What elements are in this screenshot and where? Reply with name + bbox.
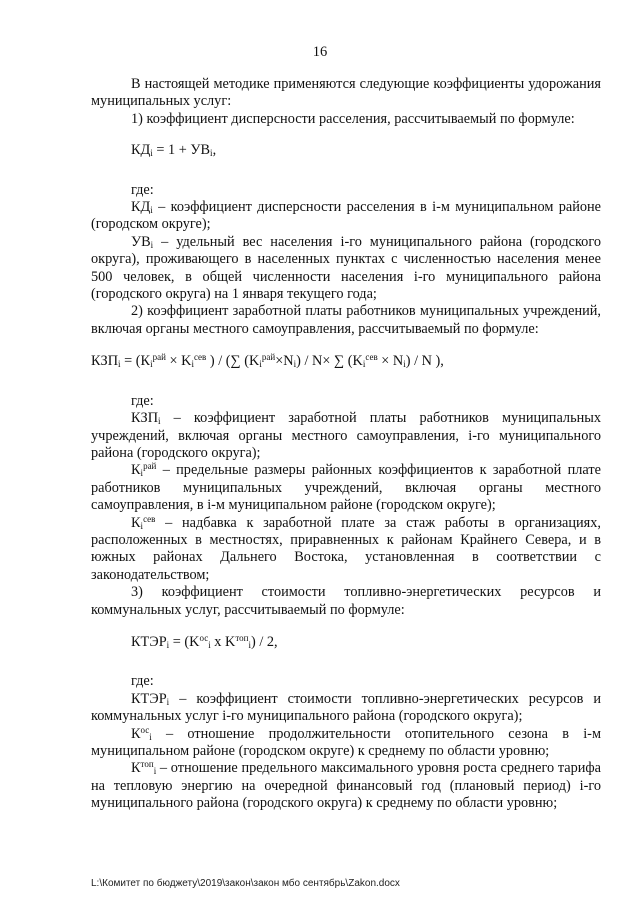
formula-kter: $КТЭР_i = (K^{ос}_i$ x $K^{топ}_i) / 2$, — [131, 632, 278, 650]
formula-kzp: $КЗП_i = (К_i^{рай} \times K_i^{сев}$ ) / (∑ $(K_i^{рай}\times N_i) / N\times$ ∑ $(K_i^{сев} \times N_i) / N$ ), — [91, 352, 444, 370]
formula-kd: $КД_i = 1 + УВ_i$, — [131, 142, 217, 159]
item-3: 3) коэффициент стоимости топливно-энергетических ресурсов и коммунальных услуг, рассчитываемый по формуле: — [91, 584, 601, 618]
page-number: 16 — [312, 44, 328, 60]
intro-paragraph: В настоящей методике применяются следующие коэффициенты удорожания муниципальных услуг: — [91, 76, 601, 110]
definition-k-top: $К^{топ}_i$ – отношение предельного максимального уровня роста среднего тарифа на тепловую энергию на очередной финансовый год (плановый период) i-го муниципального района (городского округа) к среднему по области уровню; — [91, 759, 601, 812]
item-1: 1) коэффициент дисперсности расселения, рассчитываемый по формуле: — [131, 110, 575, 127]
definition-kzp: $КЗП_i$ – коэффициент заработной платы работников муниципальных учреждений, включая органы местного самоуправления, i-го муниципального района (городского округа); — [91, 410, 601, 461]
where-label-3: где: — [131, 673, 154, 690]
file-path-footer: L:\Комитет по бюджету\2019\закон\закон мбо сентябрь\Zakon.docx — [91, 878, 400, 889]
definition-kter: $КТЭР_i$ – коэффициент стоимости топливно-энергетических ресурсов и коммунальных услуг i-го муниципального района (городского округа); — [91, 690, 601, 725]
definition-k-os: $К^{ос}_i$ – отношение продолжительности отопительного сезона в i-м муниципальном районе (городском округе) к среднему по области уровню; — [91, 724, 601, 759]
definition-k-sev: $К_i^{сев}$ – надбавка к заработной плате за стаж работы в организациях, расположенных в местностях, приравненных к районам Крайнего Севера, и в южных районах Дальнего Востока, установленная в соответствии с законодательством; — [91, 513, 601, 583]
document-body — [91, 76, 601, 813]
definition-uv: $УВ_i$ – удельный вес населения i-го муниципального района (городского округа), проживающего в населенных пунктах с численностью населения менее 500 человек, в общей численности населения i-го муниципального района (городского округа) на 1 января текущего года; — [91, 233, 601, 303]
definition-kd: $КД_i$ – коэффициент дисперсности расселения в i-м муниципальном районе (городском округе); — [91, 199, 601, 233]
where-label-2: где: — [131, 392, 154, 409]
where-label-1: где: — [131, 181, 154, 198]
definition-k-ray: $К_i^{рай}$ – предельные размеры районных коэффициентов к заработной плате работников муниципальных учреждений, включая органы местного самоуправления, в i-м муниципальном районе (городском округе); — [91, 461, 601, 514]
item-2: 2) коэффициент заработной платы работников муниципальных учреждений, включая органы местного самоуправления, рассчитываемый по формуле: — [91, 303, 601, 337]
